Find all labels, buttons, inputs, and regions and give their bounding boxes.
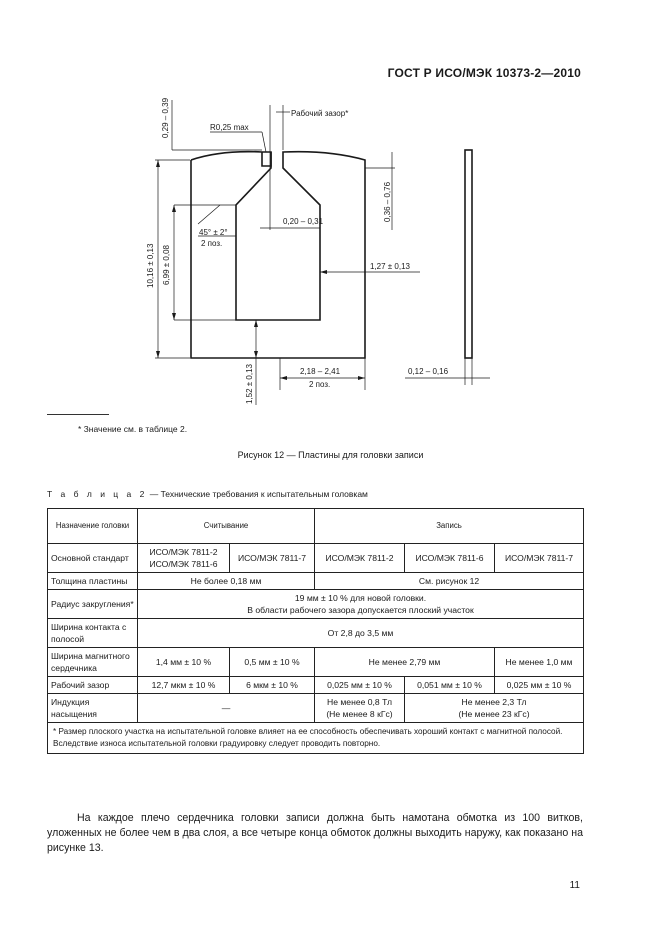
dim-angle: 45° ± 2° xyxy=(199,228,228,237)
cell-line: ИСО/МЭК 7811-2 xyxy=(149,547,218,557)
cell-line: Не менее 2,3 Тл xyxy=(461,697,527,707)
dim-height-inner: 6,99 ± 0,08 xyxy=(162,245,171,285)
header-purpose: Назначение головки xyxy=(48,509,138,544)
table-note: * Размер плоского участка на испытательной головке влияет на ее способность обеспечивать хороший контакт с магнитной полосой. Вследствие износа испытательной головки градуировку следует проводить повторно. xyxy=(48,723,584,754)
table-cell: 0,051 мм ± 10 % xyxy=(405,677,495,694)
table-cell xyxy=(138,590,584,619)
cell-line: (Не менее 8 кГс) xyxy=(326,709,393,719)
table-cell: — xyxy=(138,694,315,723)
table-caption xyxy=(47,489,368,499)
table-row xyxy=(48,677,584,694)
dim-thickness: 0,12 – 0,16 xyxy=(408,367,449,376)
table-cell: ИСО/МЭК 7811-2 xyxy=(315,544,405,573)
table-row xyxy=(48,694,584,723)
table-cell: Не менее 1,0 мм xyxy=(495,648,584,677)
figure-footnote: * Значение см. в таблице 2. xyxy=(78,424,188,434)
thin-plate xyxy=(465,150,472,358)
table-cell: 6 мкм ± 10 % xyxy=(230,677,315,694)
row-label: Основной стандарт xyxy=(48,544,138,573)
table-cell: ИСО/МЭК 7811-7 xyxy=(495,544,584,573)
dim-gap-width: 0,20 – 0,31 xyxy=(283,217,324,226)
dim-right-step: 0,36 – 0,76 xyxy=(383,181,392,222)
table-cell: 0,025 мм ± 10 % xyxy=(495,677,584,694)
dim-bottom-width: 2,18 – 2,41 xyxy=(300,367,341,376)
header-write: Запись xyxy=(315,509,584,544)
document-header: ГОСТ Р ИСО/МЭК 10373-2—2010 xyxy=(387,66,581,80)
row-label: Толщина пластины xyxy=(48,573,138,590)
dim-angle-note: 2 поз. xyxy=(201,239,223,248)
cell-line: 19 мм ± 10 % для новой головки. xyxy=(294,593,427,603)
dim-bottom-offset: 1,52 ± 0,13 xyxy=(245,364,254,404)
dim-radius: R0,25 max xyxy=(210,123,249,132)
cell-line: Не менее 0,8 Тл xyxy=(327,697,392,707)
table-caption-prefix: Т а б л и ц а 2 xyxy=(47,489,148,499)
header-read: Считывание xyxy=(138,509,315,544)
figure-12-drawing xyxy=(0,0,661,420)
figure-caption: Рисунок 12 — Пластины для головки записи xyxy=(237,450,424,460)
row-label: Рабочий зазор xyxy=(48,677,138,694)
cell-line: ИСО/МЭК 7811-6 xyxy=(149,559,218,569)
table-cell: Не менее 2,79 мм xyxy=(315,648,495,677)
table-cell: ИСО/МЭК 7811-7 xyxy=(230,544,315,573)
dim-height-total: 10,16 ± 0,13 xyxy=(146,243,155,288)
spec-table xyxy=(47,508,584,754)
table-cell: См. рисунок 12 xyxy=(315,573,584,590)
cell-line: В области рабочего зазора допускается плоский участок xyxy=(247,605,474,615)
plate-outline xyxy=(191,152,365,358)
table-cell: 1,4 мм ± 10 % xyxy=(138,648,230,677)
table-row xyxy=(48,619,584,648)
table-cell: Не более 0,18 мм xyxy=(138,573,315,590)
row-label: Индукция насыщения xyxy=(48,694,138,723)
table-cell xyxy=(315,694,405,723)
table-cell: 0,5 мм ± 10 % xyxy=(230,648,315,677)
table-row xyxy=(48,590,584,619)
table-row xyxy=(48,648,584,677)
page-number: 11 xyxy=(569,880,580,891)
table-row xyxy=(48,544,584,573)
table-header-row xyxy=(48,509,584,544)
table-cell: 12,7 мкм ± 10 % xyxy=(138,677,230,694)
dim-bottom-note: 2 поз. xyxy=(309,380,331,389)
table-row xyxy=(48,573,584,590)
table-cell xyxy=(138,544,230,573)
row-label: Ширина магнитного сердечника xyxy=(48,648,138,677)
table-cell: ИСО/МЭК 7811-6 xyxy=(405,544,495,573)
dim-offset: 1,27 ± 0,13 xyxy=(370,262,410,271)
table-cell xyxy=(405,694,584,723)
footnote-rule xyxy=(47,414,109,415)
table-cell: 0,025 мм ± 10 % xyxy=(315,677,405,694)
table-caption-text: — Технические требования к испытательным головкам xyxy=(147,489,368,499)
plate-left-outline xyxy=(191,152,271,166)
dim-top-gap: 0,29 – 0,39 xyxy=(161,97,170,138)
body-paragraph: На каждое плечо сердечника головки записи должна быть намотана обмотка из 100 витков, уложенных не более чем в два слоя, а все четыре конца обмоток должны выходить наружу, как показано на рисунке 13. xyxy=(47,811,583,854)
dim-working-gap: Рабочий зазор* xyxy=(291,109,349,118)
cell-line: (Не менее 23 кГс) xyxy=(458,709,530,719)
table-cell: От 2,8 до 3,5 мм xyxy=(138,619,584,648)
table-note-row xyxy=(48,723,584,754)
row-label: Радиус закругления* xyxy=(48,590,138,619)
row-label: Ширина контакта с полосой xyxy=(48,619,138,648)
